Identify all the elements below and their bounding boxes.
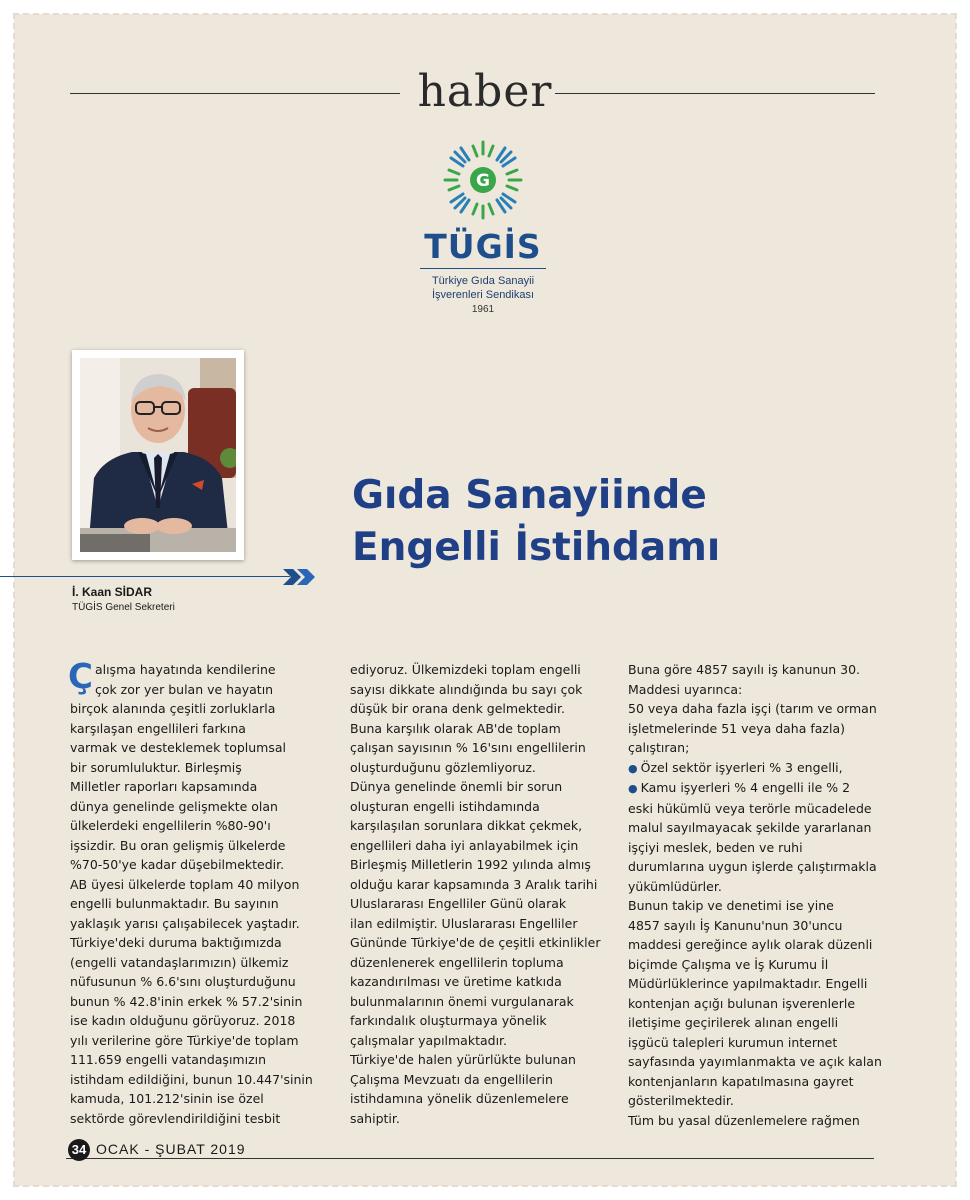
column-3-intro: Buna göre 4857 sayılı iş kanunun 30. Maddesi uyarınca: 50 veya daha fazla işçi (tarım ve orman işletmelerinde 51 veya daha fazla) çalıştıran; (628, 662, 877, 755)
author-photo-frame (72, 350, 244, 560)
bullet-text-private-sector: Özel sektör işyerleri % 3 engelli, (640, 759, 843, 775)
author-rule (0, 576, 290, 577)
section-title: haber (417, 66, 553, 117)
chevron-decor-icon (283, 568, 319, 586)
author-role: TÜGİS Genel Sekreteri (72, 602, 175, 613)
bullet-item-public-sector (628, 778, 898, 896)
bullet-text-public-sector: Kamu işyerleri % 4 engelli ile % 2 eski hükümlü veya terörle mücadelede malul sayılmayacak şekilde yararlanan işçiyi meslek, beden ve ruhi durumlarına uygun işlerde çalıştırmakla yükümlüdürler. (628, 780, 877, 894)
logo-subtitle: Türkiye Gıda Sanayii İşverenleri Sendikası (431, 275, 535, 301)
bullet-icon: ● (628, 761, 638, 775)
article-column-2 (350, 660, 610, 1128)
logo-rule (420, 268, 546, 269)
column-1-text: alışma hayatında kendilerine çok zor yer bulan ve hayatın birçok alanında çeşitli zorluklarla karşılaşan engellileri farkına varmak ve desteklemek toplumsal bir sorumluluktur. Birleşmiş Milletler raporları kapsamında dünya genelinde gelişmekte olan ülkelerdeki engellilerin %80-90'ı işsizdir. Bu oran gelişmiş ülkelerde %70-50'ye kadar düşebilmektedir. AB üyesi ülkelerde toplam 40 milyon engelli bulunmaktadır. Bu sayının yaklaşık yarısı çalışabilecek yaştadır. Türkiye'deki duruma baktığımızda (engelli vatandaşlarımızın) ülkemiz nüfusunun % 6.6'sını oluşturduğunu bunun % 42.8'inin erkek % 57.2'sinin ise kadın olduğunu görüyoruz. 2018 yılı verilerine göre Türkiye'de toplam 111.659 engelli vatandaşımızın istihdam edildiğini, bunun 10.447'sinin kamuda, 101.212'sinin ise özel sektörde görevlendirildiğini tesbit (70, 662, 313, 1126)
column-2-text: ediyoruz. Ülkemizdeki toplam engelli sayısı dikkate alındığında bu sayı çok düşük bir orana denk gelmektedir. Buna karşılık olarak AB'de toplam çalışan sayısının % 16'sını engellilerin oluşturduğunu gözlemliyoruz. Dünya genelinde önemli bir sorun oluşturan engelli istihdamında karşılaşılan sorunlara dikkat çekmek, engellileri daha iyi anlayabilmek için Birleşmiş Milletlerin 1992 yılında almış olduğu karar kapsamında 3 Aralık tarihi Uluslararası Engelliler Günü olarak ilan edilmiştir. Uluslararası Engelliler Gününde Türkiye'de de çeşitli etkinlikler düzenlenerek engellilerin topluma kazandırılması ve üretime katkıda bulunmalarının önemi vurgulanarak farkındalık oluşturmaya yönelik çalışmalar yapılmaktadır. Türkiye'de halen yürürlükte bulunan Çalışma Mevzuatı da engellilerin istihdamına yönelik düzenlemelere sahiptir. (350, 662, 601, 1126)
article-column-1 (68, 657, 320, 1128)
article-column-3 (628, 660, 898, 1130)
drop-cap: Ç (68, 657, 93, 697)
article-headline: Gıda Sanayiinde Engelli İstihdamı (352, 473, 721, 570)
column-3-text: Bunun takip ve denetimi ise yine 4857 sayılı İş Kanunu'nun 30'uncu maddesi gereğince aylık olarak düzenli biçimde Çalışma ve İş Kurumu İl Müdürlüklerince yapılmaktadır. Engelli kontenjan açığı bulunan işverenlerle iletişime geçirilerek alınan engelli işgücü talepleri kurumun internet sayfasında yayımlanmakta ve açık kalan kontenjanların kapatılmasına gayret gösterilmektedir. Tüm bu yasal düzenlemelere rağmen (628, 898, 882, 1128)
logo-year: 1961 (471, 304, 495, 315)
logo-name: TÜGİS (424, 227, 542, 266)
author-name: İ. Kaan SİDAR (72, 585, 153, 599)
issue-label: OCAK - ŞUBAT 2019 (96, 1141, 246, 1157)
page-number-badge: 34 (68, 1139, 90, 1161)
footer-rule (66, 1158, 874, 1159)
bullet-icon: ● (628, 782, 638, 795)
section-rule-left (70, 93, 400, 94)
emblem-letter: G (476, 171, 490, 191)
bullet-item-private-sector (628, 758, 898, 779)
section-rule-right (555, 93, 875, 94)
author-portrait (80, 358, 236, 552)
tugis-emblem-icon (441, 138, 525, 222)
